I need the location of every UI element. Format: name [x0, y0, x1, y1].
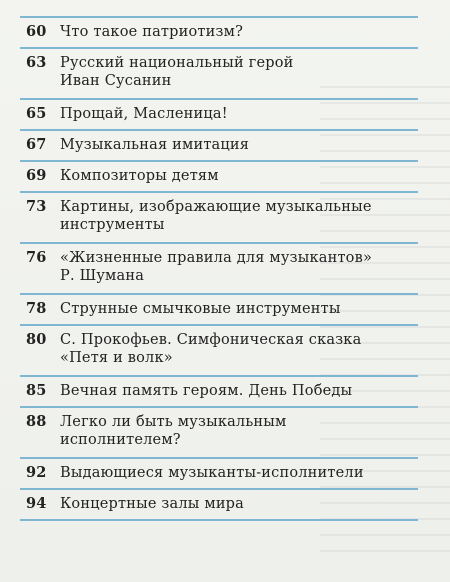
entry-title: Концертные залы мира [60, 496, 245, 512]
entry-title: С. Прокофьев. Симфоническая сказка «Петя и волк» [60, 332, 362, 366]
entry-title: Что такое патриотизм? [60, 24, 244, 40]
toc-row [20, 18, 418, 49]
toc-row [20, 490, 418, 521]
toc-row [20, 162, 418, 193]
page-number: 63 [26, 54, 47, 71]
page-number: 80 [26, 331, 47, 348]
toc-row [20, 193, 418, 244]
toc-row [20, 244, 418, 295]
entry-title: Легко ли быть музыкальным исполнителем? [60, 414, 287, 448]
page-number: 69 [26, 167, 47, 184]
page-number: 60 [26, 23, 47, 40]
page-number: 94 [26, 495, 47, 512]
entry-title: Музыкальная имитация [60, 137, 250, 153]
page-number: 76 [26, 249, 47, 266]
toc-row [20, 49, 418, 100]
page-number: 85 [26, 382, 47, 399]
entry-title: «Жизненные правила для музыкантов» Р. Шумана [60, 250, 373, 284]
entry-title: Выдающиеся музыканты-исполнители [60, 465, 364, 481]
toc-row [20, 326, 418, 377]
toc-row [20, 295, 418, 326]
page-number: 92 [26, 464, 47, 481]
table-of-contents [20, 16, 418, 521]
entry-title: Прощай, Масленица! [60, 106, 228, 122]
toc-row [20, 100, 418, 131]
toc-row [20, 131, 418, 162]
toc-row [20, 459, 418, 490]
page-number: 78 [26, 300, 47, 317]
entry-title: Струнные смычковые инструменты [60, 301, 341, 317]
entry-title: Картины, изображающие музыкальные инструменты [60, 199, 372, 233]
page-number: 67 [26, 136, 47, 153]
toc-row [20, 377, 418, 408]
entry-title: Композиторы детям [60, 168, 219, 184]
page-number: 73 [26, 198, 47, 215]
page-number: 65 [26, 105, 47, 122]
entry-title: Вечная память героям. День Победы [60, 383, 353, 399]
toc-row [20, 408, 418, 459]
page-number: 88 [26, 413, 47, 430]
entry-title: Русский национальный герой Иван Сусанин [60, 55, 294, 89]
